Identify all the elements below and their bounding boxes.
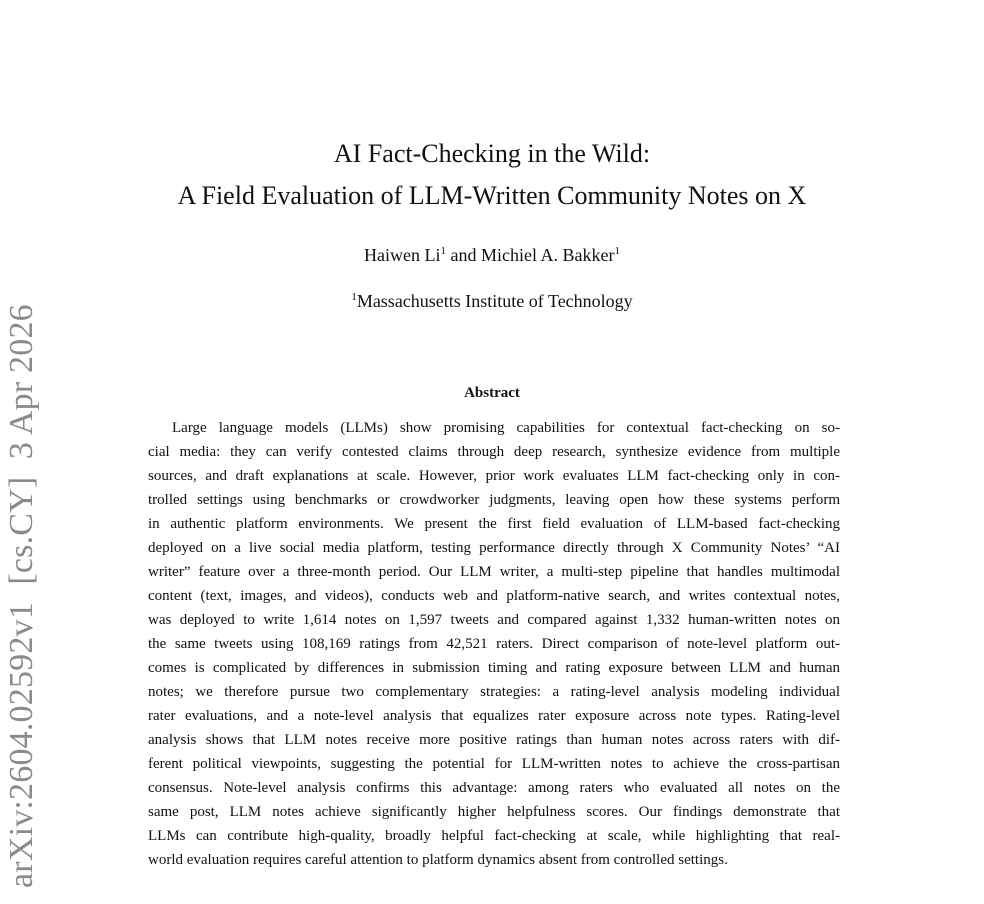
title-line-1: AI Fact-Checking in the Wild: [333, 139, 651, 168]
arxiv-identifier-stamp: arXiv:2604.02592v1 [cs.CY] 3 Apr 2026 [3, 304, 40, 888]
abstract-line: trolled settings using benchmarks or crowdworker judgments, leaving open how these systems perform [148, 492, 840, 508]
abstract-line: sources, and draft explanations at scale. However, prior work evaluates LLM fact-checking only in con- [148, 468, 840, 484]
author-list [0, 242, 984, 268]
affiliation-mark: 1 [351, 291, 357, 303]
abstract-line: content (text, images, and videos), conducts web and platform-native search, and writes contextual notes, [148, 588, 840, 604]
author-name: Haiwen Li [364, 245, 441, 265]
abstract-line: analysis shows that LLM notes receive more positive ratings than human notes across raters with dif- [148, 732, 840, 748]
title-line-2: A Field Evaluation of LLM-Written Community Notes on X [177, 181, 807, 210]
affiliation-name: Massachusetts Institute of Technology [356, 291, 633, 311]
abstract-line: in authentic platform environments. We present the first field evaluation of LLM-based fact-checking [148, 516, 840, 532]
affiliation [0, 288, 984, 314]
abstract-line: cial media: they can verify contested claims through deep research, synthesize evidence from multiple [148, 444, 840, 460]
abstract-line: writer” feature over a three-month period. Our LLM writer, a multi-step pipeline that handles multimodal [148, 564, 840, 580]
abstract-line: consensus. Note-level analysis confirms this advantage: among raters who evaluated all notes on the [148, 780, 840, 796]
paper-title [0, 133, 984, 217]
abstract-line: the same tweets using 108,169 ratings from 42,521 raters. Direct comparison of note-level platform out- [148, 636, 840, 652]
abstract-line: LLMs can contribute high-quality, broadly helpful fact-checking at scale, while highlighting that real- [148, 828, 840, 844]
abstract-line: Large language models (LLMs) show promising capabilities for contextual fact-checking on so- [172, 420, 840, 436]
author-affiliation-mark: 1 [440, 245, 446, 257]
abstract-line: same post, LLM notes achieve significantly higher helpfulness scores. Our findings demonstrate that [148, 804, 840, 820]
author-name: Michiel A. Bakker [481, 245, 615, 265]
abstract-line: ferent political viewpoints, suggesting the potential for LLM-written notes to achieve the cross-partisan [148, 756, 840, 772]
abstract-body [148, 416, 840, 872]
author-connector: and [446, 245, 481, 265]
abstract-line: deployed on a live social media platform, testing performance directly through X Community Notes’ “AI [148, 540, 840, 556]
abstract-line: was deployed to write 1,614 notes on 1,597 tweets and compared against 1,332 human-written notes on [148, 612, 840, 628]
abstract-line: comes is complicated by differences in submission timing and rating exposure between LLM and human [148, 660, 840, 676]
abstract-line: rater evaluations, and a note-level analysis that equalizes rater exposure across note types. Rating-level [148, 708, 840, 724]
abstract-line: notes; we therefore pursue two complementary strategies: a rating-level analysis modeling individual [148, 684, 840, 700]
abstract-line: world evaluation requires careful attention to platform dynamics absent from controlled settings. [148, 852, 728, 868]
abstract-heading: Abstract [464, 385, 520, 401]
author-affiliation-mark: 1 [614, 245, 620, 257]
